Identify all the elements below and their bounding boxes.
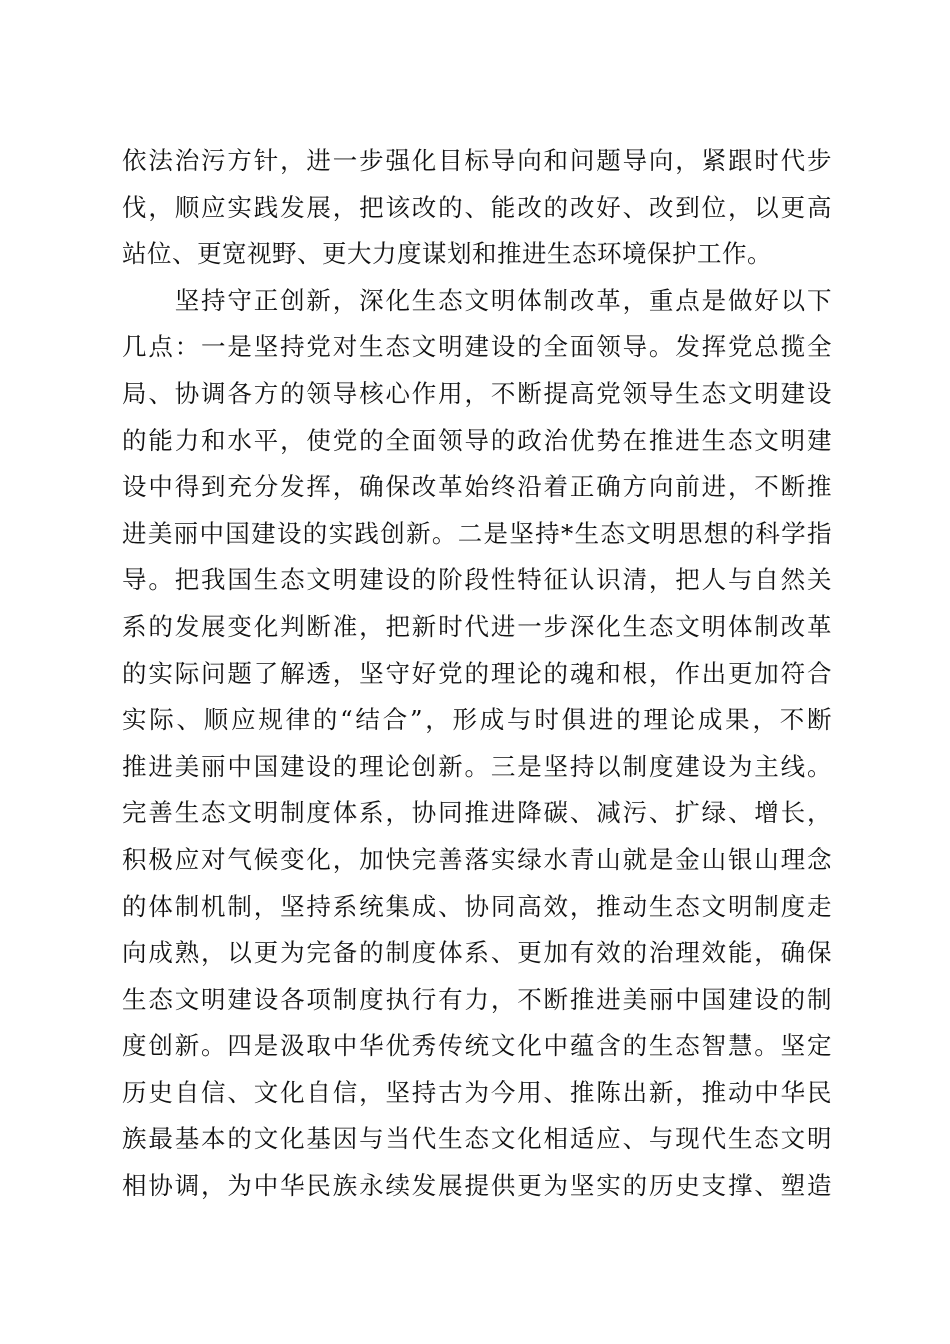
body-text: [122, 138, 832, 1210]
text-line: 历史自信、文化自信，坚持古为今用、推陈出新，推动中华民: [122, 1077, 832, 1107]
text-line: 的能力和水平，使党的全面领导的政治优势在推进生态文明建: [122, 425, 832, 455]
text-line: 的实际问题了解透，坚守好党的理论的魂和根，作出更加符合: [122, 658, 832, 688]
text-line: 的体制机制，坚持系统集成、协同高效，推动生态文明制度走: [122, 891, 832, 921]
text-line: 推进美丽中国建设的理论创新。三是坚持以制度建设为主线。: [122, 751, 832, 781]
text-line: 几点：一是坚持党对生态文明建设的全面领导。发挥党总揽全: [122, 332, 832, 362]
text-line: 向成熟，以更为完备的制度体系、更加有效的治理效能，确保: [122, 938, 832, 968]
text-line: 系的发展变化判断准，把新时代进一步深化生态文明体制改革: [122, 611, 832, 641]
text-line: 局、协调各方的领导核心作用，不断提高党领导生态文明建设: [122, 378, 832, 408]
text-line: 生态文明建设各项制度执行有力，不断推进美丽中国建设的制: [122, 984, 832, 1014]
text-line: 依法治污方针，进一步强化目标导向和问题导向，紧跟时代步: [122, 146, 832, 175]
text-line: 站位、更宽视野、更大力度谋划和推进生态环境保护工作。: [122, 239, 772, 269]
text-line: 坚持守正创新，深化生态文明体制改革，重点是做好以下: [122, 285, 832, 315]
text-line: 伐，顺应实践发展，把该改的、能改的改好、改到位，以更高: [122, 192, 832, 222]
text-line: 设中得到充分发挥，确保改革始终沿着正确方向前进，不断推: [122, 472, 832, 502]
text-line: 导。把我国生态文明建设的阶段性特征认识清，把人与自然关: [122, 565, 832, 595]
text-line: 完善生态文明制度体系，协同推进降碳、减污、扩绿、增长，: [122, 798, 832, 828]
text-line: 度创新。四是汲取中华优秀传统文化中蕴含的生态智慧。坚定: [122, 1031, 832, 1061]
text-line: 实际、顺应规律的“结合”，形成与时俱进的理论成果，不断: [122, 705, 832, 735]
text-line: 积极应对气候变化，加快完善落实绿水青山就是金山银山理念: [122, 844, 832, 874]
text-line: 族最基本的文化基因与当代生态文化相适应、与现代生态文明: [122, 1124, 832, 1154]
text-line: 相协调，为中华民族永续发展提供更为坚实的历史支撑、塑造: [122, 1171, 832, 1201]
text-line: 进美丽中国建设的实践创新。二是坚持*生态文明思想的科学指: [122, 518, 832, 548]
